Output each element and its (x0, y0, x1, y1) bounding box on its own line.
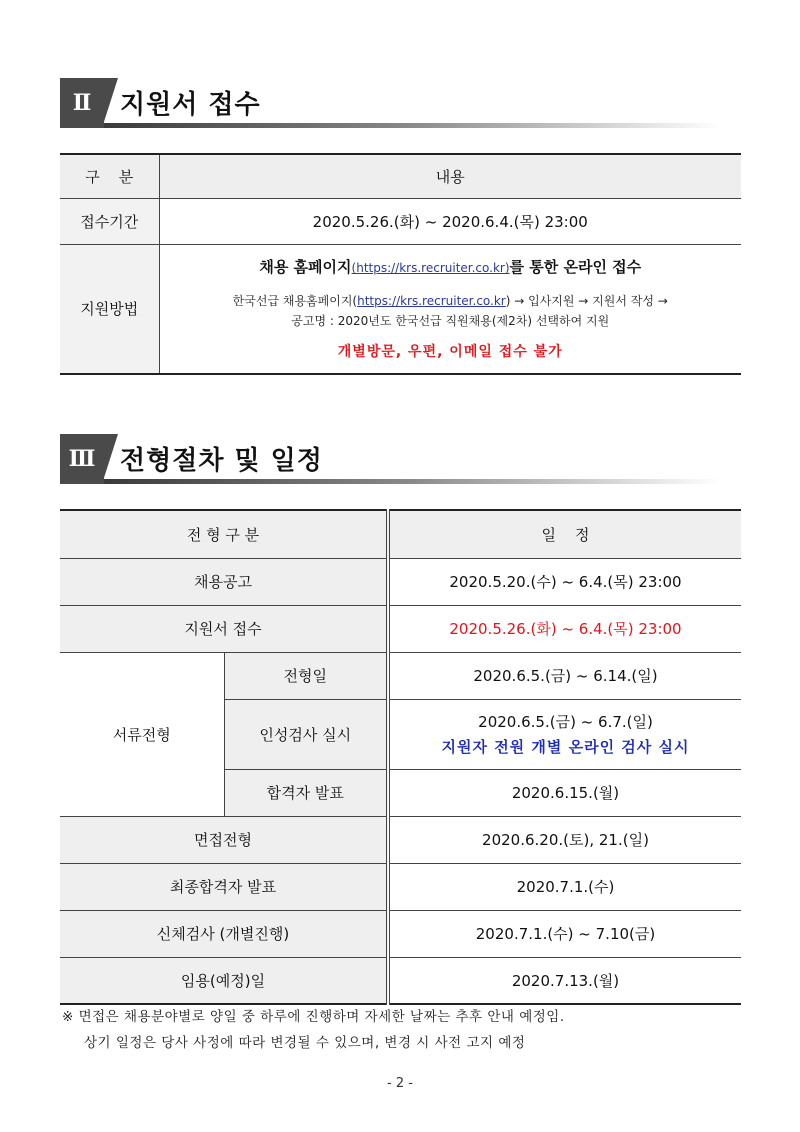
table-row (60, 558, 741, 605)
section-2-numeral: Ⅱ (60, 78, 104, 128)
stage-label: 신체검사 (개별진행) (60, 910, 388, 957)
stage-label: 채용공고 (60, 558, 388, 605)
header-schedule: 일 정 (388, 510, 741, 558)
table-row (60, 652, 741, 699)
stage-date: 2020.6.5.(금) ~ 6.7.(일) 지원자 전원 개별 온라인 검사 실시 (388, 699, 741, 769)
stage-label: 인성검사 실시 (224, 699, 388, 769)
stage-label: 임용(예정)일 (60, 957, 388, 1004)
section-3-heading (60, 434, 720, 484)
section-2-title: 지원서 접수 (120, 90, 261, 120)
section-3-title: 전형절차 및 일정 (120, 446, 323, 476)
stage-label: 합격자 발표 (224, 769, 388, 816)
table-row (60, 244, 741, 374)
stage-date: 2020.6.20.(토), 21.(일) (388, 816, 741, 863)
header-content: 내용 (159, 154, 741, 198)
table-row (60, 863, 741, 910)
table-row (60, 816, 741, 863)
stage-label: 면접전형 (60, 816, 388, 863)
stage-label: 전형일 (224, 652, 388, 699)
document-screening-group: 서류전형 (60, 652, 224, 816)
method-cell (159, 244, 741, 374)
section-3-underline (104, 479, 720, 484)
section-2-underline (104, 123, 720, 128)
table-row (60, 957, 741, 1004)
homepage-link[interactable]: (https://krs.recruiter.co.kr) (351, 261, 510, 276)
header-stage: 전 형 구 분 (60, 510, 388, 558)
personality-test-note: 지원자 전원 개별 온라인 검사 실시 (441, 738, 690, 756)
stage-date: 2020.5.20.(수) ~ 6.4.(목) 23:00 (388, 558, 741, 605)
schedule-table (60, 509, 741, 1005)
homepage-link-inline[interactable]: https://krs.recruiter.co.kr (357, 294, 506, 309)
period-value: 2020.5.26.(화) ~ 2020.6.4.(목) 23:00 (159, 198, 741, 244)
method-label: 지원방법 (60, 244, 159, 374)
page-number: - 2 - (387, 1076, 413, 1091)
stage-date: 2020.7.1.(수) ~ 7.10(금) (388, 910, 741, 957)
section-2-heading (60, 78, 720, 128)
method-main-line: 채용 홈페이지(https://krs.recruiter.co.kr)를 통한 온라인 접수 (259, 258, 642, 277)
stage-date: 2020.7.1.(수) (388, 863, 741, 910)
period-label: 접수기간 (60, 198, 159, 244)
stage-date-highlight: 2020.5.26.(화) ~ 6.4.(목) 23:00 (388, 605, 741, 652)
section-3-numeral: Ⅲ (60, 434, 104, 484)
header-category: 구 분 (60, 154, 159, 198)
table-row (60, 910, 741, 957)
application-table (60, 153, 741, 375)
table-header-row (60, 154, 741, 198)
table-row (60, 198, 741, 244)
footnote-2: 상기 일정은 당사 사정에 따라 변경될 수 있으며, 변경 시 사전 고지 예정 (84, 1035, 526, 1051)
stage-date: 2020.7.13.(월) (388, 957, 741, 1004)
table-header-row (60, 510, 741, 558)
footnote-1: ※ 면접은 채용분야별로 양일 중 하루에 진행하며 자세한 날짜는 추후 안내 예정임. (62, 1009, 565, 1025)
table-row (60, 605, 741, 652)
method-instructions: 한국선급 채용홈페이지(https://krs.recruiter.co.kr) → 입사지원 → 지원서 작성 → 공고명 : 2020년도 한국선급 직원채용(제2차) 선택하여 지원 (232, 294, 668, 329)
method-warning: 개별방문, 우편, 이메일 접수 불가 (337, 344, 563, 361)
stage-label: 최종합격자 발표 (60, 863, 388, 910)
stage-date: 2020.6.15.(월) (388, 769, 741, 816)
stage-date: 2020.6.5.(금) ~ 6.14.(일) (388, 652, 741, 699)
stage-label: 지원서 접수 (60, 605, 388, 652)
